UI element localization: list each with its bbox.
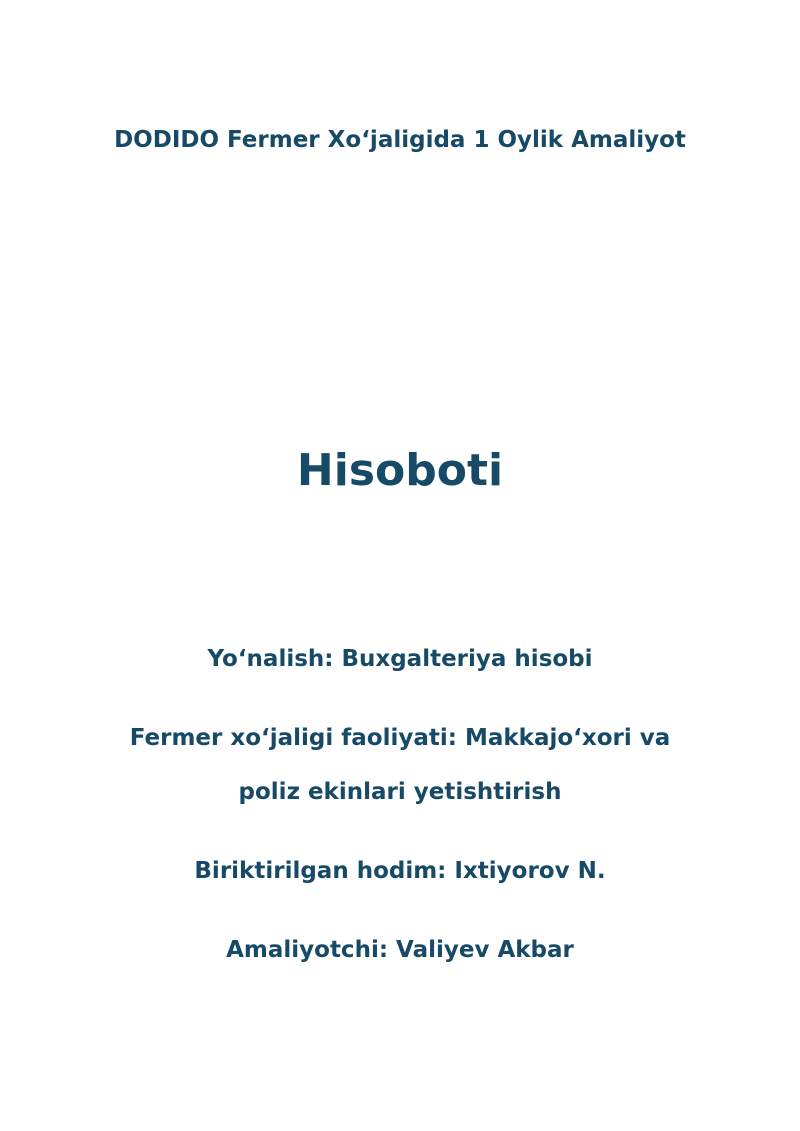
report-main-title: Hisoboti [296,445,504,496]
activity-line-2: poliz ekinlari yetishtirish [238,779,562,805]
activity-line-1: Fermer xo‘jaligi faoliyati: Makkajo‘xori va [129,725,671,751]
direction-line: Yo‘nalish: Buxgalteriya hisobi [207,646,593,672]
report-header-title: DODIDO Fermer Xo‘jaligida 1 Oylik Amaliyot [114,127,686,153]
intern-line: Amaliyotchi: Valiyev Akbar [226,937,574,963]
assigned-staff-line: Biriktirilgan hodim: Ixtiyorov N. [194,858,606,884]
